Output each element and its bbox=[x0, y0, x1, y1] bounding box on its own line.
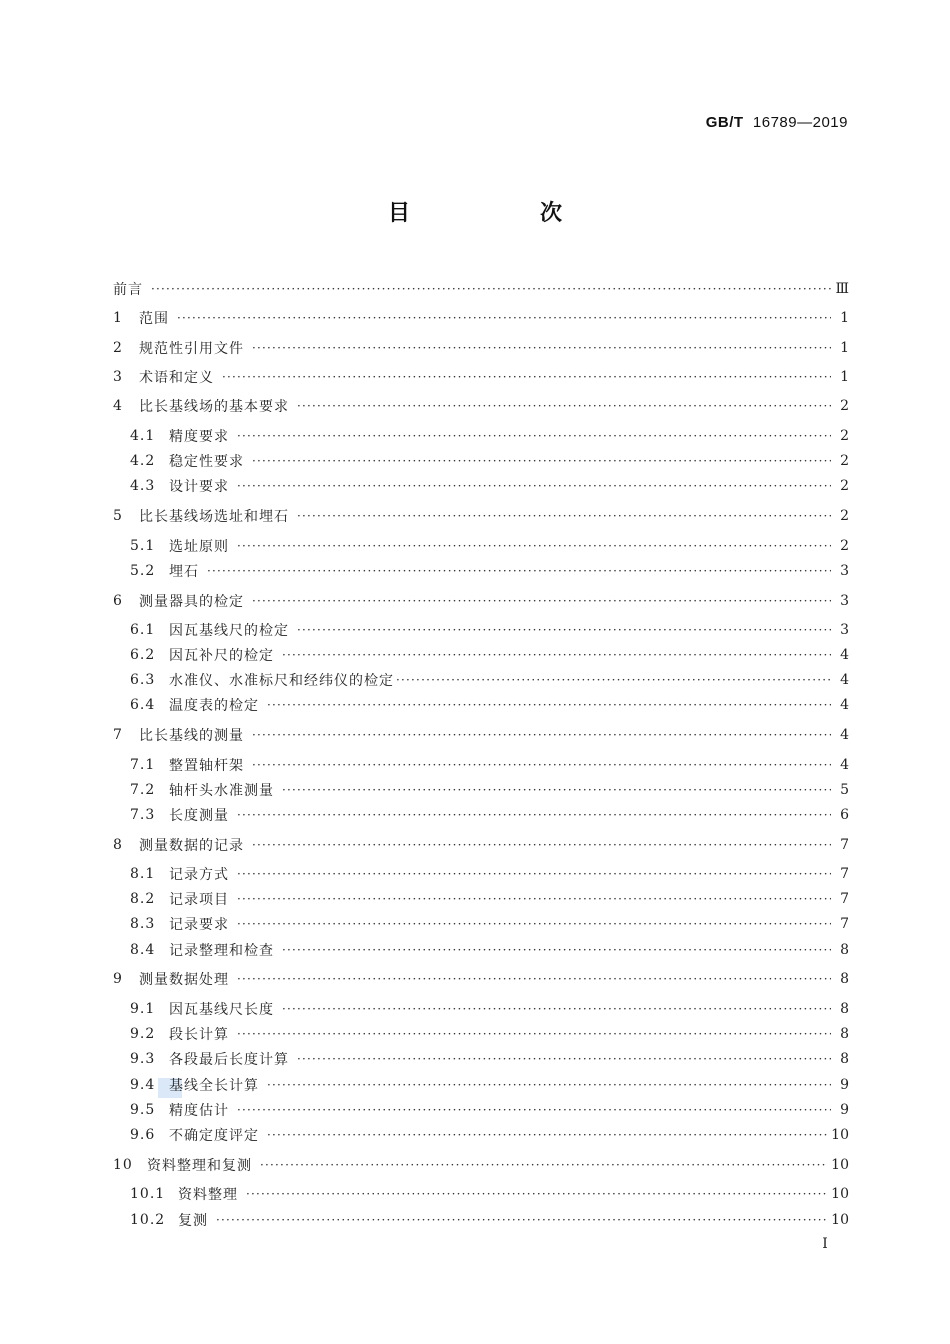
dot-leader bbox=[237, 478, 831, 494]
toc-entry-number: 6.4 bbox=[130, 697, 156, 713]
dot-leader bbox=[151, 281, 831, 297]
toc-entry[interactable] bbox=[113, 804, 849, 826]
toc-entry-label: 记录方式 bbox=[169, 867, 229, 883]
toc-entry-number: 6.1 bbox=[130, 622, 156, 638]
dot-leader bbox=[267, 697, 831, 713]
toc-entry-number: 7.2 bbox=[130, 782, 156, 798]
toc-entry-label: 比长基线场的基本要求 bbox=[139, 399, 289, 415]
toc-entry[interactable] bbox=[113, 1124, 849, 1146]
dot-leader bbox=[237, 428, 831, 444]
toc-entry-label: 测量数据处理 bbox=[139, 972, 229, 988]
toc-entry-label: 记录要求 bbox=[169, 917, 229, 933]
dot-leader bbox=[297, 622, 831, 638]
toc-entry-number: 4.2 bbox=[130, 453, 156, 469]
dot-leader bbox=[260, 1157, 827, 1173]
toc-entry-page: 8 bbox=[840, 1001, 849, 1017]
toc-entry-label: 精度估计 bbox=[169, 1103, 229, 1119]
toc-entry-label: 范围 bbox=[139, 311, 169, 327]
toc-entry-page: 4 bbox=[840, 672, 849, 688]
dot-leader bbox=[237, 866, 831, 882]
toc-entry-label: 资料整理和复测 bbox=[147, 1158, 252, 1174]
dot-leader bbox=[396, 672, 831, 688]
toc-entry-number: 5.2 bbox=[130, 563, 156, 579]
toc-entry-number: 9.3 bbox=[130, 1051, 156, 1067]
toc-entry-label: 复测 bbox=[178, 1213, 208, 1229]
dot-leader bbox=[177, 310, 831, 326]
toc-entry-number: 9 bbox=[113, 971, 123, 987]
toc-entry-label: 段长计算 bbox=[169, 1027, 229, 1043]
toc-entry-label: 资料整理 bbox=[178, 1187, 238, 1203]
toc-entry[interactable] bbox=[113, 505, 849, 527]
toc-entry-page: 1 bbox=[840, 340, 849, 356]
toc-entry-page: 10 bbox=[831, 1127, 849, 1143]
toc-entry-page: 4 bbox=[840, 727, 849, 743]
toc-entry-label: 选址原则 bbox=[169, 539, 229, 555]
toc-entry-number: 7 bbox=[113, 727, 123, 743]
dot-leader bbox=[282, 647, 831, 663]
toc-entry-page: 1 bbox=[840, 369, 849, 385]
toc-entry-label: 比长基线场选址和埋石 bbox=[139, 509, 289, 525]
toc-entry[interactable] bbox=[113, 939, 849, 961]
toc-entry-label: 前言 bbox=[113, 282, 143, 298]
toc-entry[interactable] bbox=[113, 337, 849, 359]
dot-leader bbox=[267, 1077, 831, 1093]
dot-leader bbox=[282, 942, 831, 958]
dot-leader bbox=[246, 1186, 827, 1202]
toc-entry-page: 6 bbox=[840, 807, 849, 823]
toc-entry-page: 3 bbox=[840, 622, 849, 638]
toc-entry-page: 2 bbox=[840, 478, 849, 494]
toc-entry-number: 8.3 bbox=[130, 916, 156, 932]
dot-leader bbox=[297, 508, 831, 524]
toc-entry[interactable] bbox=[113, 366, 849, 388]
toc-entry-page: 4 bbox=[840, 697, 849, 713]
dot-leader bbox=[216, 1212, 827, 1228]
dot-leader bbox=[237, 1102, 831, 1118]
toc-entry-number: 7.1 bbox=[130, 757, 156, 773]
toc-entry[interactable] bbox=[113, 724, 849, 746]
toc-entry-label: 规范性引用文件 bbox=[139, 341, 244, 357]
toc-entry[interactable] bbox=[113, 535, 849, 557]
toc-entry-number: 2 bbox=[113, 340, 123, 356]
toc-entry-number: 9.4 bbox=[130, 1077, 156, 1093]
toc-entry-number: 8 bbox=[113, 837, 123, 853]
toc-entry-label: 长度测量 bbox=[169, 808, 229, 824]
toc-entry-page: 3 bbox=[840, 593, 849, 609]
toc-entry-page: 7 bbox=[840, 891, 849, 907]
toc-entry-page: 8 bbox=[840, 1051, 849, 1067]
toc-entry-number: 4.3 bbox=[130, 478, 156, 494]
toc-entry-page: 8 bbox=[840, 971, 849, 987]
toc-entry-number: 5 bbox=[113, 508, 123, 524]
toc-entry-label: 稳定性要求 bbox=[169, 454, 244, 470]
toc-entry[interactable] bbox=[113, 395, 849, 417]
toc-entry-label: 比长基线的测量 bbox=[139, 728, 244, 744]
toc-entry-number: 8.1 bbox=[130, 866, 156, 882]
toc-entry-page: 1 bbox=[840, 310, 849, 326]
toc-entry-number: 4.1 bbox=[130, 428, 156, 444]
toc-entry-page: 3 bbox=[840, 563, 849, 579]
dot-leader bbox=[252, 757, 831, 773]
toc-entry-page: 7 bbox=[840, 866, 849, 882]
toc-entry[interactable] bbox=[113, 863, 849, 885]
toc-entry-label: 水准仪、水准标尺和经纬仪的检定 bbox=[169, 673, 394, 689]
toc-entry-page: 10 bbox=[831, 1212, 849, 1228]
toc-entry-page: 5 bbox=[840, 782, 849, 798]
toc-entry-page: Ⅲ bbox=[835, 281, 849, 297]
toc-entry-label: 不确定度评定 bbox=[169, 1128, 259, 1144]
dot-leader bbox=[237, 807, 831, 823]
toc-entry-page: 9 bbox=[840, 1102, 849, 1118]
toc-entry-number: 6 bbox=[113, 593, 123, 609]
dot-leader bbox=[237, 971, 831, 987]
toc-entry[interactable] bbox=[113, 307, 849, 329]
dot-leader bbox=[237, 891, 831, 907]
toc-entry[interactable] bbox=[113, 1183, 849, 1205]
toc-entry-label: 精度要求 bbox=[169, 429, 229, 445]
toc-entry-label: 测量数据的记录 bbox=[139, 838, 244, 854]
dot-leader bbox=[282, 782, 831, 798]
toc-entry-page: 4 bbox=[840, 757, 849, 773]
dot-leader bbox=[282, 1001, 831, 1017]
toc-entry[interactable] bbox=[113, 1209, 849, 1231]
toc-entry[interactable] bbox=[113, 888, 849, 910]
toc-entry-page: 8 bbox=[840, 942, 849, 958]
dot-leader bbox=[252, 593, 831, 609]
toc-entry-number: 4 bbox=[113, 398, 123, 414]
toc-entry-page: 2 bbox=[840, 398, 849, 414]
toc-entry[interactable] bbox=[113, 669, 849, 691]
toc-entry-label: 记录整理和检查 bbox=[169, 943, 274, 959]
dot-leader bbox=[237, 538, 831, 554]
toc-entry-label: 记录项目 bbox=[169, 892, 229, 908]
toc-entry-page: 8 bbox=[840, 1026, 849, 1042]
toc-entry[interactable] bbox=[113, 998, 849, 1020]
toc-entry-number: 3 bbox=[113, 369, 123, 385]
toc-entry-number: 8.2 bbox=[130, 891, 156, 907]
toc-entry-number: 10.2 bbox=[130, 1212, 166, 1228]
table-of-contents bbox=[113, 0, 849, 1344]
dot-leader bbox=[297, 398, 831, 414]
toc-entry[interactable] bbox=[113, 1099, 849, 1121]
toc-entry-label: 轴杆头水准测量 bbox=[169, 783, 274, 799]
toc-entry-page: 2 bbox=[840, 508, 849, 524]
toc-entry[interactable] bbox=[113, 590, 849, 612]
toc-entry[interactable] bbox=[113, 968, 849, 990]
toc-entry[interactable] bbox=[113, 278, 849, 300]
toc-entry[interactable] bbox=[113, 694, 849, 716]
toc-entry-label: 埋石 bbox=[169, 564, 199, 580]
toc-entry[interactable] bbox=[113, 1048, 849, 1070]
toc-entry-label: 因瓦补尺的检定 bbox=[169, 648, 274, 664]
toc-entry[interactable] bbox=[113, 619, 849, 641]
dot-leader bbox=[207, 563, 831, 579]
dot-leader bbox=[237, 916, 831, 932]
toc-entry-label: 因瓦基线尺长度 bbox=[169, 1002, 274, 1018]
toc-entry[interactable] bbox=[113, 425, 849, 447]
toc-entry-number: 9.2 bbox=[130, 1026, 156, 1042]
toc-entry-page: 7 bbox=[840, 837, 849, 853]
toc-entry-page: 7 bbox=[840, 916, 849, 932]
toc-entry[interactable] bbox=[113, 450, 849, 472]
toc-entry[interactable] bbox=[113, 779, 849, 801]
toc-entry-number: 6.3 bbox=[130, 672, 156, 688]
toc-entry[interactable] bbox=[113, 1074, 849, 1096]
toc-entry-page: 2 bbox=[840, 538, 849, 554]
toc-entry-number: 1 bbox=[113, 310, 123, 326]
toc-entry[interactable] bbox=[113, 754, 849, 776]
page-title: 目 次 bbox=[387, 201, 616, 226]
dot-leader bbox=[252, 837, 831, 853]
toc-entry-label: 基线全长计算 bbox=[169, 1078, 259, 1094]
toc-entry[interactable] bbox=[113, 1023, 849, 1045]
toc-entry-label: 术语和定义 bbox=[139, 370, 214, 386]
toc-entry-label: 测量器具的检定 bbox=[139, 594, 244, 610]
toc-entry[interactable] bbox=[113, 834, 849, 856]
toc-entry-number: 6.2 bbox=[130, 647, 156, 663]
toc-entry-page: 2 bbox=[840, 453, 849, 469]
dot-leader bbox=[237, 1026, 831, 1042]
toc-entry[interactable] bbox=[113, 1154, 849, 1176]
toc-entry-number: 10 bbox=[113, 1157, 133, 1173]
toc-entry-number: 5.1 bbox=[130, 538, 156, 554]
toc-entry-page: 2 bbox=[840, 428, 849, 444]
toc-entry-number: 10.1 bbox=[130, 1186, 166, 1202]
page-number: I bbox=[822, 1236, 828, 1252]
toc-entry-label: 各段最后长度计算 bbox=[169, 1052, 289, 1068]
dot-leader bbox=[252, 453, 831, 469]
toc-entry-number: 9.6 bbox=[130, 1127, 156, 1143]
toc-entry-label: 因瓦基线尺的检定 bbox=[169, 623, 289, 639]
toc-entry[interactable] bbox=[113, 475, 849, 497]
toc-entry-page: 10 bbox=[831, 1186, 849, 1202]
toc-entry[interactable] bbox=[113, 560, 849, 582]
toc-entry-number: 9.5 bbox=[130, 1102, 156, 1118]
toc-entry-label: 设计要求 bbox=[169, 479, 229, 495]
toc-entry-page: 9 bbox=[840, 1077, 849, 1093]
dot-leader bbox=[222, 369, 831, 385]
dot-leader bbox=[252, 340, 831, 356]
standard-number: 16789—2019 bbox=[752, 114, 848, 131]
toc-entry-page: 10 bbox=[831, 1157, 849, 1173]
standard-prefix: GB/T bbox=[705, 114, 744, 131]
toc-entry-label: 整置轴杆架 bbox=[169, 758, 244, 774]
dot-leader bbox=[297, 1051, 831, 1067]
toc-entry[interactable] bbox=[113, 644, 849, 666]
toc-entry-label: 温度表的检定 bbox=[169, 698, 259, 714]
toc-entry-number: 8.4 bbox=[130, 942, 156, 958]
toc-entry-number: 9.1 bbox=[130, 1001, 156, 1017]
dot-leader bbox=[252, 727, 831, 743]
toc-entry-number: 7.3 bbox=[130, 807, 156, 823]
toc-entry-page: 4 bbox=[840, 647, 849, 663]
toc-entry[interactable] bbox=[113, 913, 849, 935]
dot-leader bbox=[267, 1127, 827, 1143]
